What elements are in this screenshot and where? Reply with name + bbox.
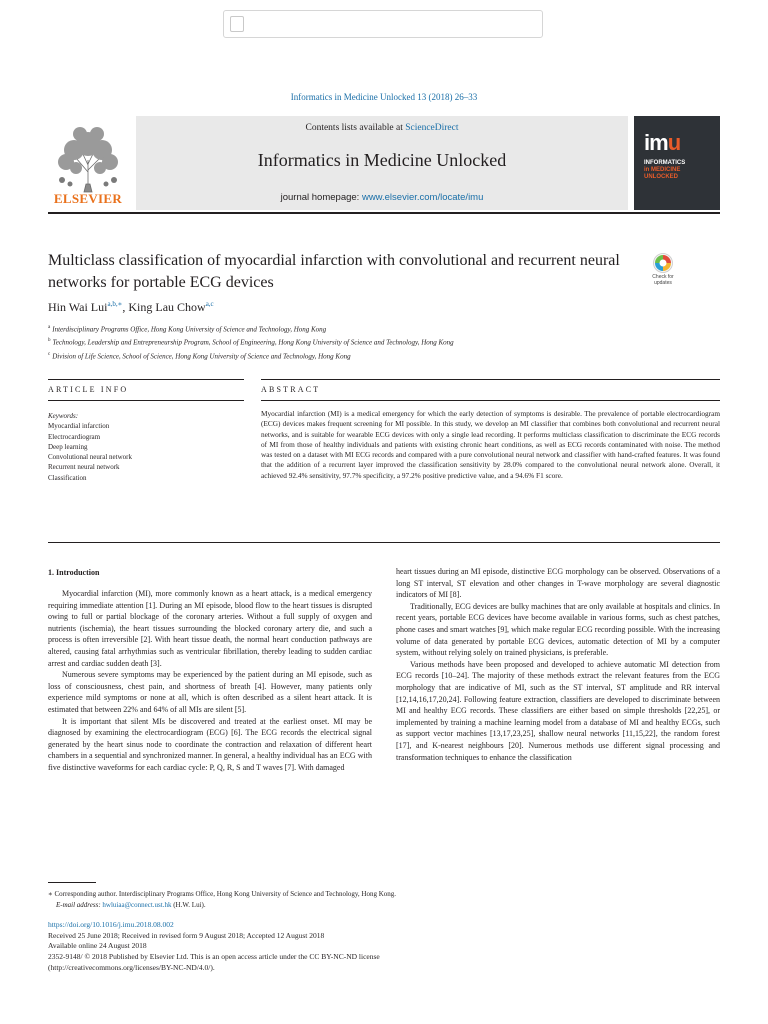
email-line: E-mail address: hwluiaa@connect.ust.hk (H.W. Lui).	[56, 900, 206, 909]
masthead-rule	[48, 212, 720, 214]
author-affil-link[interactable]: a,c	[205, 300, 214, 308]
author-list: Hin Wai Lui$^{a,b,∗}$, King Lau Chow$^{a,c}$	[48, 300, 214, 314]
article-title: Multiclass classification of myocardial infarction with convolutional and recurrent neural networks for portable ECG devices	[48, 252, 620, 291]
author-name: Hin Wai Lui	[48, 300, 108, 314]
journal-cover-image	[634, 116, 720, 210]
available-online: Available online 24 August 2018	[48, 941, 147, 951]
keyword-item: Recurrent neural network	[48, 463, 120, 472]
body-column-left	[48, 588, 372, 774]
keyword-item: Electrocardiogram	[48, 432, 101, 441]
keyword-item: Myocardial infarction	[48, 422, 110, 431]
article-info-heading: ARTICLE INFO	[48, 385, 129, 394]
check-for-updates-button[interactable]	[645, 252, 681, 290]
affiliation-item: $^c$ Division of Life Science, School of Science, Hong Kong University of Science and Technology, Hong Kong	[48, 351, 351, 360]
keyword-item: Convolutional neural network	[48, 453, 132, 462]
divider	[48, 400, 244, 401]
divider	[48, 379, 244, 380]
license-text: 2352-9148/ © 2018 Published by Elsevier Ltd. This is an open access article under the CC BY-NC-ND license	[48, 952, 380, 962]
cover-logo: imu	[644, 130, 681, 155]
abstract-heading: ABSTRACT	[261, 385, 321, 394]
divider	[48, 542, 720, 543]
divider	[261, 379, 720, 380]
homepage-link[interactable]: www.elsevier.com/locate/imu	[361, 192, 484, 203]
body-column-right	[396, 566, 720, 763]
journal-homepage	[136, 192, 628, 203]
keywords-label: Keywords:	[48, 412, 79, 420]
keyword-item: Classification	[48, 473, 87, 482]
journal-citation-link[interactable]: Informatics in Medicine Unlocked 13 (2018) 26–33	[290, 92, 478, 102]
body-paragraph: Various methods have been proposed and developed to achieve automatic MI detection from ECG records [10–24]. The majority of these methods extract the relevant features from the ECG morphology that are indicative of MI, such as the ST interval, ST amplitude and RR interval [12,14,16,17,20,24]. Following feature extraction, classifiers are developed to discriminate between MI and healthy ECG records. These classifiers are either based on simple thresholds [22,25], or implemented by training a machine learning model from a database of MI and healthy ECGs, such as support vector machines [13,17,23,25], shallow neural networks [11,15,22], the random forest [17], and K-nearest neighbours [20]. Numerous methods use different signal processing and transformation techniques to enhance the classification	[396, 659, 720, 762]
email-link[interactable]: hwluiaa@connect.ust.hk	[102, 900, 172, 909]
publisher-wordmark: ELSEVIER	[53, 191, 123, 206]
body-paragraph: Numerous severe symptoms may be experienced by the patient during an MI episode, such as loss of consciousness, chest pain, and shortness of breath [4]. However, many patients only experience mild symptoms or none at all, which is often described as a silent heart attack. It is estimated that between 22% and 64% of all MIs are silent [5].	[48, 670, 372, 714]
affiliations	[48, 322, 454, 362]
contents-line	[136, 123, 628, 133]
body-paragraph: It is important that silent MIs be discovered and treated at the earliest onset. MI may be diagnosed by examining the electrocardiogram (ECG) [6]. The ECG records the electrical signal generated by the heart sinus node to coordinate the contraction and relaxation of different heart chambers in a sequential and synchronized manner. In general, a healthy individual has an ECG with five distinctive waveforms for each cardiac cycle: P, Q, R, S and T waves [7]. With damaged	[48, 716, 372, 772]
body-paragraph: Myocardial infarction (MI), more commonly known as a heart attack, is a medical emergency requiring immediate attention [1]. During an MI episode, blood flow to the heart tissues is disrupted owing to full or partial blockage of the coronary arteries. Without a full supply of oxygen and nutrients (ischemia), the heart tissues surrounding the blocked coronary artery die, and such a process is often irreversible [2]. With heart tissue death, the normal heart conduction pathways are altered, causing fatal arrhythmias such as ventricular fibrillation, thereby leading to sudden cardiac arrest and cardiac sudden death [3].	[48, 589, 372, 668]
contents-prefix: Contents lists available at	[305, 123, 406, 133]
keyword-item: Deep learning	[48, 442, 88, 451]
affiliation-item: $^a$ Interdisciplinary Programs Office, Hong Kong University of Science and Technology, Hong Kong	[48, 325, 327, 334]
keywords-list	[48, 411, 132, 483]
top-banner-placeholder	[223, 10, 543, 38]
divider	[261, 400, 720, 401]
journal-title: Informatics in Medicine Unlocked	[257, 150, 507, 170]
article-footer	[48, 920, 608, 974]
section-heading-introduction: 1. Introduction	[48, 568, 100, 577]
abstract-text: Myocardial infarction (MI) is a medical emergency for which the early detection of symptoms is desirable. The prevalence of portable electrocardiogram (ECG) devices makes frequent screening for MI possible. In this study, we develop an MI classifier that combines both convolutional and recurrent neural networks, and is suitable for wearable ECG devices with only a single lead recording. It performs multiclass classification to discriminate the ECG records of MI from those of healthy individuals and patients with existing chronic heart conditions, as well as ECG records contaminated with noise. The method was tested on a dataset with MI ECG records and compared with a pure convolutional neural network and classifier with hand-crafted features. It was found that the addition of a recurrent layer improved the classification sensitivity by 28.0% compared to the convolutional neural network alone. Overall, it achieved 92.4% sensitivity, 97.7% specificity, a 97.2% positive predictive value, and a 94.6% F1 score.	[261, 409, 720, 480]
corresponding-author-note: ∗ Corresponding author. Interdisciplinary Programs Office, Hong Kong University of Science and Technology, Hong Kong.	[48, 890, 397, 898]
banner-icon	[230, 16, 244, 32]
affiliation-item: $^b$ Technology, Leadership and Entrepreneurship Program, School of Engineering, Hong Kong University of Science and Technology, Hong Kong	[48, 338, 454, 347]
author-name: King Lau Chow	[128, 300, 206, 314]
footnote	[48, 889, 608, 910]
check-updates-icon	[645, 252, 681, 274]
author-affil-link[interactable]: a,b,∗	[107, 300, 123, 308]
footnote-rule	[48, 882, 96, 883]
license-url: (http://creativecommons.org/licenses/BY-NC-ND/4.0/).	[48, 962, 215, 972]
body-paragraph: heart tissues during an MI episode, distinctive ECG morphology can be observed. Observations of a long ST interval, ST elevation and other changes in T-wave morphology are several diagnostic indicators of MI [8].	[396, 567, 720, 600]
cover-title: INFORMATICS in MEDICINE UNLOCKED	[644, 160, 686, 180]
body-paragraph: Traditionally, ECG devices are bulky machines that are only available at hospitals and clinics. In recent years, portable ECG devices have become available in various forms, such as chest patches, phone cases and smart watches [9], which make regular ECG recording possible. With the increasing volume of data generated by portable ECG devices, automatic detection of MI by a computer system, without relying solely on trained physicians, is preferable.	[396, 601, 720, 658]
sciencedirect-link[interactable]: ScienceDirect	[405, 123, 459, 133]
check-updates-label: Check for updates	[652, 274, 674, 286]
homepage-prefix: journal homepage:	[280, 192, 362, 203]
received-dates: Received 25 June 2018; Received in revised form 9 August 2018; Accepted 12 August 2018	[48, 930, 325, 940]
doi-link[interactable]: https://doi.org/10.1016/j.imu.2018.08.002	[48, 920, 174, 929]
